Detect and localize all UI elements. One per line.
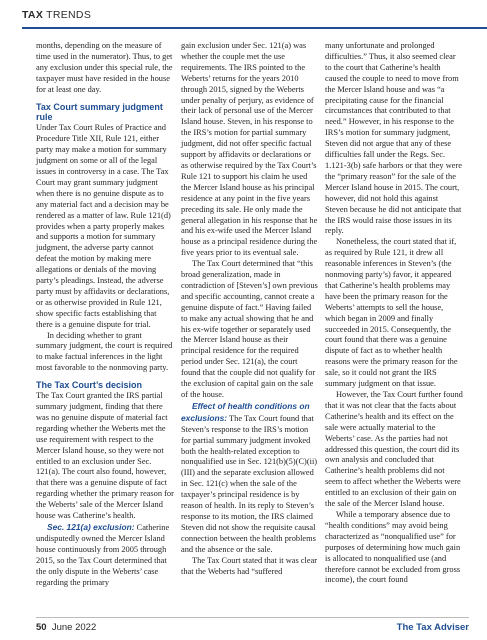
paragraph-text: Catherine undisputedly owned the Mercer Island house continuously from 2005 through 2015, so the Tax Court determined that the only dispute in the Weberts’ case regarding the primary xyxy=(36,522,170,587)
footer-rule xyxy=(36,617,469,618)
page-footer xyxy=(0,612,487,636)
page-number: 50 xyxy=(36,622,47,633)
section-heading: The Tax Court’s decision xyxy=(36,380,143,391)
column-2 xyxy=(181,41,319,577)
paragraph: many unfortunate and prolonged difficulties.” Thus, it also seemed clear to the court that Catherine’s health caused the couple to need to move from the Mercer Island house and was “a precipitating cause for the financial circumstances that contributed to that need.” However, in his response to the IRS’s motion for summary judgment, Steven did not argue that any of these difficulties fall under the Regs. Sec. 1.121-3(b) safe harbors or that they were the “primary reason” for the sale of the Mercer Island house in 2015. The court, however, did not hold this against Steven because he did not anticipate that the IRS would raise those issues in its reply. xyxy=(325,41,462,236)
paragraph: In deciding whether to grant summary judgment, the court is required to make factual inferences in the light most favorable to the nonmoving party. xyxy=(36,330,173,373)
paragraph: Nonetheless, the court stated that if, as required by Rule 121, it drew all reasonable inferences in Steven’s (the nonmoving party’s) favor, it appeared that Catherine’s health problems may have been the primary reason for the Weberts’ attempts to sell the house, which began in 2009 and finally succeeded in 2015. Consequently, the court found that there was a genuine dispute of fact as to whether health reasons were the primary reason for the sale, so it could not grant the IRS summary judgment on that issue. xyxy=(325,237,458,389)
paragraph xyxy=(181,401,319,556)
run-in-heading: Sec. 121(a) exclusion: xyxy=(47,521,135,532)
issue-date: June 2022 xyxy=(51,622,97,633)
subsection-label: TRENDS xyxy=(43,9,92,21)
page-number-date xyxy=(36,622,96,633)
section-label: TAX xyxy=(22,9,44,21)
paragraph-text: The Tax Court found that Steven’s response to the IRS’s motion for partial summary judgment invoked both the health-related exception to nonqualified use in Sec. 121(b)(5)(C)(ii)(III) and the separate exclusion allowed in Sec. 121(c) when the sale of the taxpayer’s principal residence is by reason of health. In its reply to Steven’s response to its motion, the IRS claimed Steven did not show the requisite causal connection between the health problems and the absence or the sale. xyxy=(181,413,318,554)
header-rule xyxy=(22,27,487,29)
section-heading: Tax Court summary judgment rule xyxy=(36,101,163,123)
paragraph xyxy=(36,522,174,588)
paragraph: While a temporary absence due to “health conditions” may avoid being characterized as “nonqualified use” for purposes of determining how much gain is allocated to nonqualified use (and therefore cannot be excluded from gross income), the court found xyxy=(325,509,461,585)
paragraph: Under Tax Court Rules of Practice and Procedure Title XII, Rule 121, either party may make a motion for summary judgment on some or all of the legal issues in controversy in a case. The Tax Court may grant summary judgment when there is no genuine dispute as to any material fact and a decision may be rendered as a matter of law. Rule 121(d) provides when a party properly makes and supports a motion for summary judgment, the adverse party cannot defeat the motion by making mere allegations or denials of the moving party’s pleadings. Instead, the adverse party must by affidavits or declarations, or as otherwise provided in Rule 121, show specific facts establishing that there is a genuine dispute for trial. xyxy=(36,123,171,329)
section-title xyxy=(22,9,91,21)
paragraph: The Tax Court granted the IRS partial summary judgment, finding that there was no genuine dispute of material fact regarding whether the Weberts met the use requirement with respect to the Mercer Island house, so they were not entitled to an exclusion under Sec. 121(a). The court also found, however, that there was a genuine dispute of fact regarding whether the primary reason for the Weberts’ sale of the Mercer Island house was Catherine’s health. xyxy=(36,391,174,521)
column-1 xyxy=(36,41,174,588)
paragraph: The Tax Court stated that it was clear that the Weberts had “suffered xyxy=(181,555,318,576)
run-in-heading: Effect of health conditions on exclusions: xyxy=(181,400,310,423)
column-3 xyxy=(325,41,463,586)
paragraph: months, depending on the measure of time used in the numerator). Thus, to get any exclusion under this special rule, the taxpayer must have resided in the house for at least one day. xyxy=(36,41,173,94)
paragraph: However, the Tax Court further found that it was not clear that the facts about Catherine’s health and its effect on the sale were actually material to the Weberts’ case. As the parties had not addressed this question, the court did its own analysis and concluded that Catherine’s health problems did not seem to affect whether the Weberts were entitled to an exclusion of their gain on the sale of the Mercer Island house. xyxy=(325,390,463,509)
paragraph: The Tax Court determined that “this broad generalization, made in contradiction of [Steven’s] own previous and specific accounting, cannot create a genuine dispute of fact.” Having failed to make any actual showing that he and his ex-wife together or separately used the Mercer Island house as their principal residence for the required period under Sec. 121(a), the court found that the couple did not qualify for the exclusion of capital gain on the sale of the house. xyxy=(181,259,318,399)
paragraph: gain exclusion under Sec. 121(a) was whether the couple met the use requirements. The IRS pointed to the Weberts’ returns for the years 2010 through 2015, signed by the Weberts under penalty of perjury, as evidence of their lack of personal use of the Mercer Island house. Steven, in his response to the IRS’s motion for partial summary judgment, did not offer specific factual support by affidavits or declarations or as otherwise required by the Tax Court’s Rule 121 to support his claim he used the Mercer Island house as his principal residence at any point in the five years preceding its sale. He only made the general allegation in his response that he and his ex-wife used the Mercer Island house as a principal residence during the five years prior to its eventual sale. xyxy=(181,41,318,258)
magazine-name: The Tax Adviser xyxy=(396,622,469,633)
page-header xyxy=(0,0,487,32)
